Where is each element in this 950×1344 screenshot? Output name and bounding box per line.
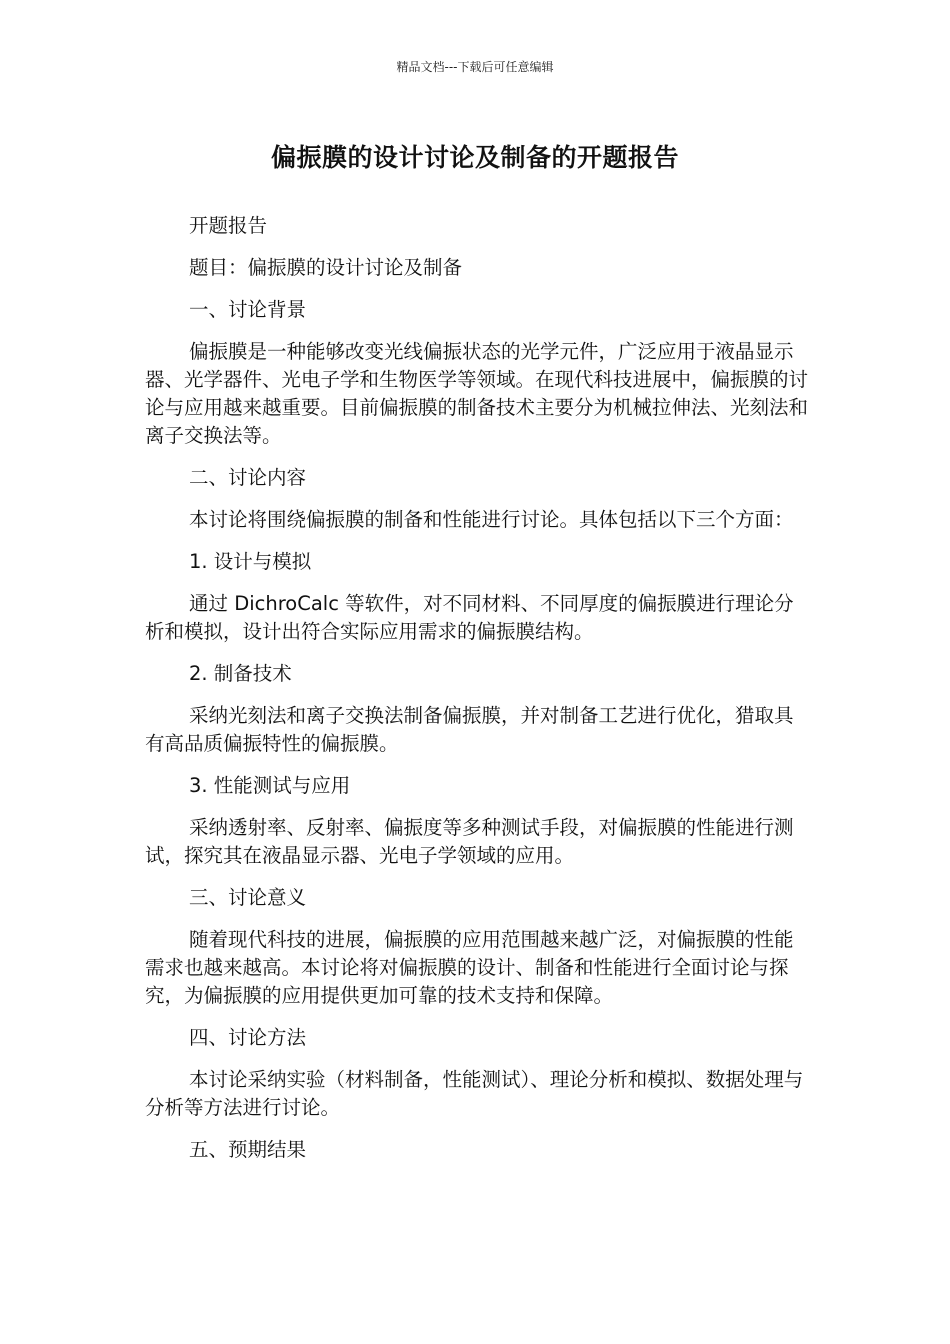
paragraph-background: 偏振膜是一种能够改变光线偏振状态的光学元件，广泛应用于液晶显示器、光学器件、光电子学和生物医学等领域。在现代科技进展中，偏振膜的讨论与应用越来越重要。目前偏振膜的制备技术主要分为机械拉伸法、光刻法和离子交换法等。 [145, 340, 809, 447]
heading-method: 四、讨论方法 [189, 1026, 307, 1049]
header-note: 精品文档---下载后可任意编辑 [396, 60, 554, 74]
subheading-design: 1. 设计与模拟 [189, 550, 312, 573]
heading-significance: 三、讨论意义 [189, 886, 307, 909]
document-body [145, 212, 810, 1178]
heading-expected-results: 五、预期结果 [189, 1138, 307, 1161]
heading-content: 二、讨论内容 [189, 466, 307, 489]
paragraph-significance: 随着现代科技的进展，偏振膜的应用范围越来越广泛，对偏振膜的性能需求也越来越高。本讨论将对偏振膜的设计、制备和性能进行全面讨论与探究，为偏振膜的应用提供更加可靠的技术支持和保障。 [145, 928, 794, 1007]
document-title: 偏振膜的设计讨论及制备的开题报告 [270, 143, 679, 172]
subheading-testing: 3. 性能测试与应用 [189, 774, 351, 797]
paragraph-content: 本讨论将围绕偏振膜的制备和性能进行讨论。具体包括以下三个方面： [189, 508, 794, 531]
paragraph-design: 通过 DichroCalc 等软件，对不同材料、不同厚度的偏振膜进行理论分析和模拟，设计出符合实际应用需求的偏振膜结构。 [145, 592, 794, 643]
paragraph-testing: 采纳透射率、反射率、偏振度等多种测试手段，对偏振膜的性能进行测试，探究其在液晶显示器、光电子学领域的应用。 [145, 816, 794, 867]
paragraph-fabrication: 采纳光刻法和离子交换法制备偏振膜，并对制备工艺进行优化，猎取具有高品质偏振特性的偏振膜。 [145, 704, 794, 755]
subheading-fabrication: 2. 制备技术 [189, 662, 292, 685]
paragraph-topic: 题目：偏振膜的设计讨论及制备 [189, 256, 463, 279]
paragraph-report-label: 开题报告 [189, 214, 268, 237]
paragraph-method: 本讨论采纳实验（材料制备，性能测试）、理论分析和模拟、数据处理与分析等方法进行讨论。 [145, 1068, 804, 1119]
heading-background: 一、讨论背景 [189, 298, 307, 321]
